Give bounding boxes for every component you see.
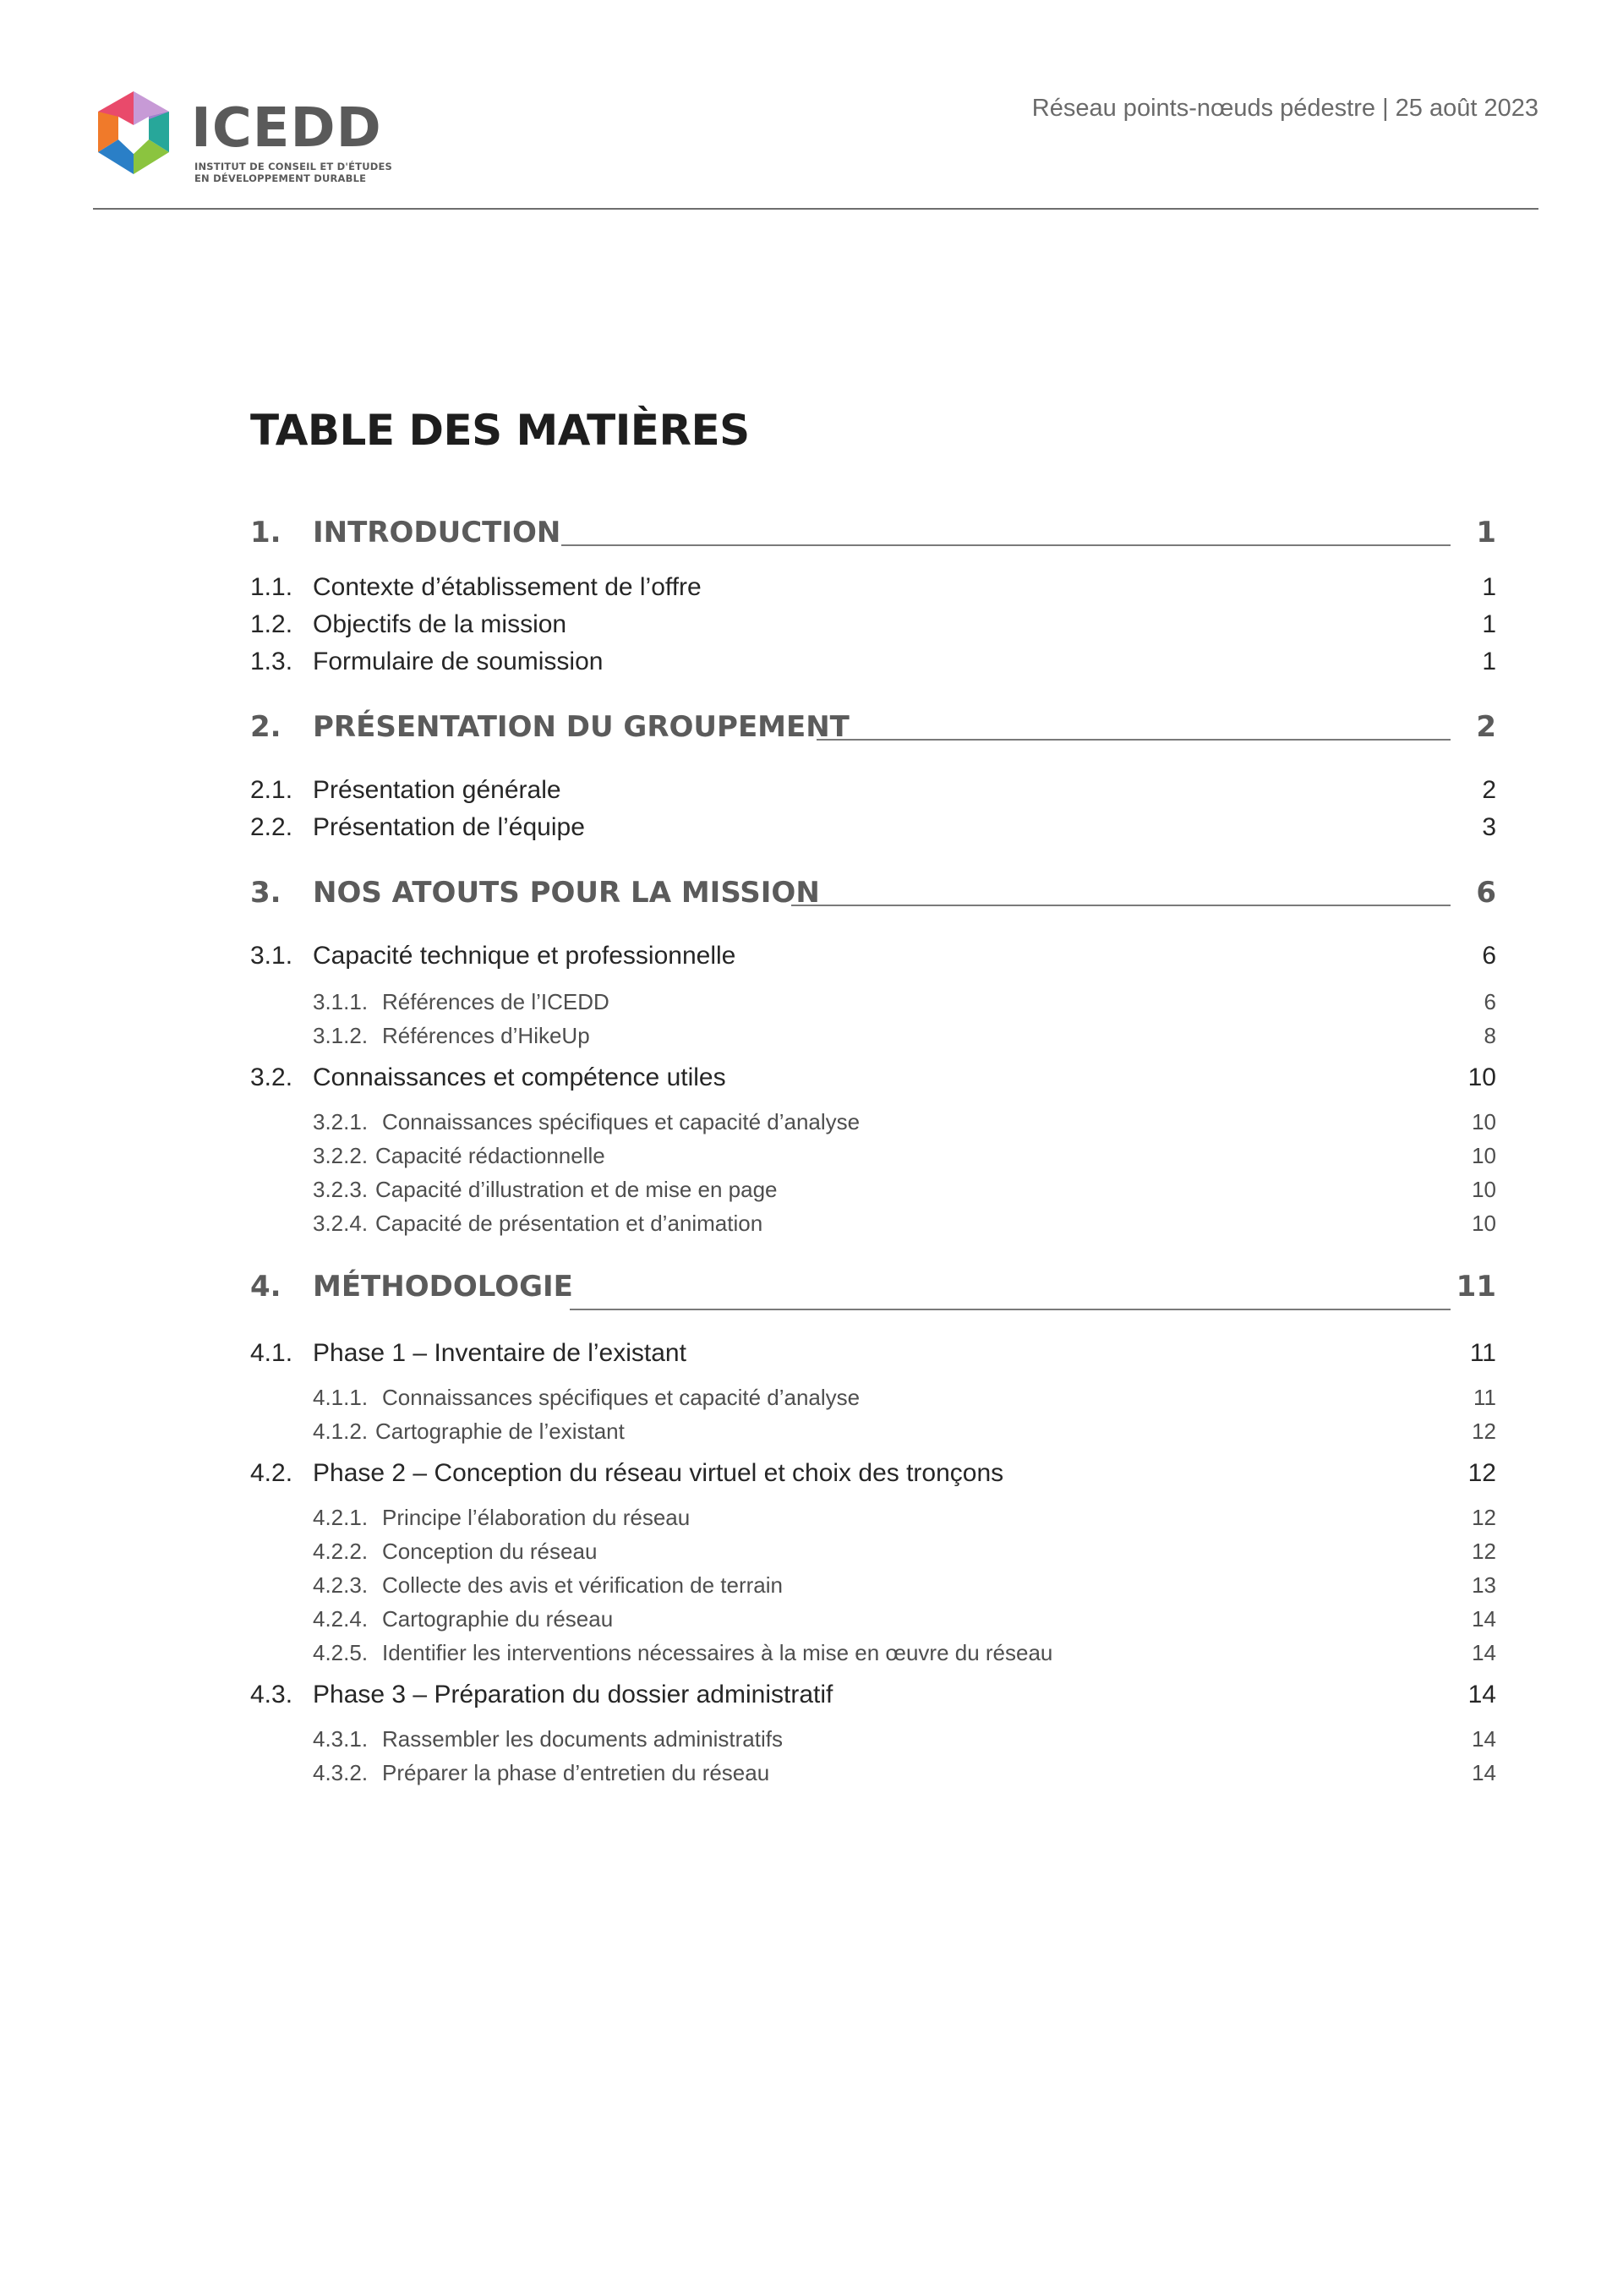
toc-entry-number: 1.	[250, 516, 281, 549]
toc-leader-line	[791, 905, 1451, 906]
toc-subsubsection-row[interactable]	[250, 1205, 1496, 1243]
toc-entry-number: 3.1.1.	[313, 989, 369, 1014]
toc-subsubsection-row[interactable]	[250, 1533, 1496, 1571]
toc-entry-page-number: 1	[1482, 573, 1496, 601]
toc-section-row[interactable]	[250, 1270, 1496, 1307]
toc-entry-number: 1.3.	[250, 648, 293, 675]
toc-subsubsection-row[interactable]	[250, 1138, 1496, 1175]
toc-entry-page-number: 14	[1467, 1681, 1496, 1708]
toc-entry-page-number: 2	[1476, 710, 1496, 744]
toc-entry-label: Collecte des avis et vérification de terrain	[382, 1572, 784, 1598]
toc-entry-label: Objectifs de la mission	[313, 610, 567, 638]
toc-subsubsection-row[interactable]	[250, 1601, 1496, 1638]
toc-entry-label: Phase 2 – Conception du réseau virtuel et choix des tronçons	[313, 1459, 1004, 1487]
toc-entry-number: 4.1.1.	[313, 1385, 369, 1410]
toc-entry-page-number: 14	[1472, 1606, 1496, 1632]
toc-entry-number: 2.1.	[250, 776, 293, 804]
toc-entry-page-number: 6	[1482, 942, 1496, 970]
toc-subsection-row[interactable]	[250, 607, 1496, 644]
icedd-logo	[91, 91, 413, 193]
toc-entry-page-number: 10	[1472, 1177, 1496, 1202]
toc-subsubsection-row[interactable]	[250, 1635, 1496, 1672]
toc-entry-page-number: 10	[1472, 1143, 1496, 1168]
toc-entry-number: 4.	[250, 1270, 281, 1304]
toc-leader-line	[817, 739, 1451, 741]
toc-entry-page-number: 13	[1472, 1572, 1496, 1598]
toc-entry-page-number: 11	[1469, 1339, 1496, 1367]
toc-entry-label: Connaissances spécifiques et capacité d’analyse	[382, 1109, 861, 1134]
toc-entry-label: PRÉSENTATION DU GROUPEMENT	[313, 710, 850, 744]
logo-subtitle-line2: EN DÉVELOPPEMENT DURABLE	[194, 172, 367, 184]
toc-entry-page-number: 12	[1467, 1459, 1496, 1487]
toc-leader-line	[561, 544, 1451, 546]
toc-entry-label: Références d’HikeUp	[382, 1023, 590, 1048]
toc-entry-page-number: 11	[1456, 1270, 1496, 1304]
toc-entry-label: Connaissances spécifiques et capacité d’analyse	[382, 1385, 861, 1410]
toc-entry-page-number: 12	[1472, 1419, 1496, 1444]
toc-entry-page-number: 14	[1472, 1760, 1496, 1785]
toc-subsubsection-row[interactable]	[250, 1018, 1496, 1055]
toc-subsubsection-row[interactable]	[250, 1172, 1496, 1209]
toc-subsubsection-row[interactable]	[250, 1567, 1496, 1604]
toc-entry-page-number: 12	[1472, 1539, 1496, 1564]
toc-entry-page-number: 3	[1482, 813, 1496, 841]
toc-entry-number: 2.	[250, 710, 281, 744]
toc-entry-page-number: 1	[1482, 648, 1496, 675]
toc-subsubsection-row[interactable]	[250, 1721, 1496, 1758]
toc-entry-number: 3.	[250, 876, 281, 910]
toc-entry-number: 4.1.	[250, 1339, 293, 1367]
toc-entry-label: Capacité technique et professionnelle	[313, 942, 736, 970]
hexagon-logo-icon	[91, 91, 176, 188]
logo-subtitle-line1: INSTITUT DE CONSEIL ET D'ÉTUDES	[194, 161, 393, 172]
toc-entry-number: 4.3.	[250, 1681, 293, 1708]
toc-entry-label: Capacité d’illustration et de mise en page	[375, 1177, 778, 1202]
toc-entry-number: 4.2.2.	[313, 1539, 369, 1564]
toc-entry-number: 3.2.2.	[313, 1143, 369, 1168]
toc-section-row[interactable]	[250, 876, 1496, 913]
toc-entry-page-number: 10	[1472, 1211, 1496, 1236]
toc-entry-number: 4.2.	[250, 1459, 293, 1487]
toc-entry-number: 2.2.	[250, 813, 293, 841]
toc-entry-page-number: 10	[1467, 1063, 1496, 1091]
toc-entry-label: Cartographie du réseau	[382, 1606, 614, 1632]
toc-entry-page-number: 1	[1476, 516, 1496, 549]
toc-subsubsection-row[interactable]	[250, 1104, 1496, 1141]
toc-subsubsection-row[interactable]	[250, 1413, 1496, 1451]
toc-entry-number: 1.1.	[250, 573, 293, 601]
toc-entry-number: 4.2.3.	[313, 1572, 369, 1598]
toc-entry-number: 1.2.	[250, 610, 293, 638]
toc-entry-label: Capacité rédactionnelle	[375, 1143, 605, 1168]
toc-entry-label: Cartographie de l’existant	[375, 1419, 625, 1444]
toc-subsection-row[interactable]	[250, 938, 1496, 976]
toc-entry-number: 3.2.	[250, 1063, 293, 1091]
toc-entry-label: Rassembler les documents administratifs	[382, 1726, 783, 1752]
toc-entry-label: Formulaire de soumission	[313, 648, 604, 675]
toc-title: TABLE DES MATIÈRES	[250, 406, 750, 455]
toc-entry-page-number: 14	[1472, 1640, 1496, 1665]
toc-entry-label: Références de l’ICEDD	[382, 989, 609, 1014]
toc-subsubsection-row[interactable]	[250, 984, 1496, 1021]
toc-entry-label: Connaissances et compétence utiles	[313, 1063, 726, 1091]
toc-entry-page-number: 8	[1484, 1023, 1496, 1048]
toc-entry-label: Contexte d’établissement de l’offre	[313, 573, 702, 601]
toc-subsection-row[interactable]	[250, 773, 1496, 810]
toc-entry-page-number: 2	[1482, 776, 1496, 804]
toc-entry-number: 4.3.2.	[313, 1760, 369, 1785]
toc-subsubsection-row[interactable]	[250, 1380, 1496, 1417]
toc-subsection-row[interactable]	[250, 1060, 1496, 1097]
toc-leader-line	[570, 1309, 1451, 1310]
toc-entry-number: 3.2.1.	[313, 1109, 369, 1134]
toc-entry-number: 4.2.1.	[313, 1505, 369, 1530]
toc-entry-label: Capacité de présentation et d’animation	[375, 1211, 763, 1236]
toc-subsection-row[interactable]	[250, 810, 1496, 847]
toc-subsection-row[interactable]	[250, 644, 1496, 681]
toc-entry-label: NOS ATOUTS POUR LA MISSION	[313, 876, 820, 910]
toc-entry-label: Phase 1 – Inventaire de l’existant	[313, 1339, 686, 1367]
toc-entry-label: INTRODUCTION	[313, 516, 561, 549]
toc-entry-number: 3.2.4.	[313, 1211, 369, 1236]
toc-entry-label: Phase 3 – Préparation du dossier administratif	[313, 1681, 833, 1708]
toc-section-row[interactable]	[250, 710, 1496, 747]
toc-entry-label: Principe l’élaboration du réseau	[382, 1505, 691, 1530]
toc-entry-label: Présentation générale	[313, 776, 561, 804]
toc-entry-number: 3.1.2.	[313, 1023, 369, 1048]
toc-entry-page-number: 11	[1473, 1385, 1496, 1410]
toc-entry-number: 3.1.	[250, 942, 293, 970]
document-info: Réseau points-nœuds pédestre | 25 août 2023	[1031, 95, 1538, 122]
toc-entry-label: Conception du réseau	[382, 1539, 598, 1564]
toc-entry-number: 4.3.1.	[313, 1726, 369, 1752]
toc-subsubsection-row[interactable]	[250, 1500, 1496, 1537]
toc-entry-page-number: 6	[1476, 876, 1496, 910]
toc-entry-page-number: 12	[1472, 1505, 1496, 1530]
toc-entry-label: MÉTHODOLOGIE	[313, 1270, 573, 1304]
toc-entry-label: Présentation de l’équipe	[313, 813, 585, 841]
toc-subsubsection-row[interactable]	[250, 1755, 1496, 1792]
toc-subsection-row[interactable]	[250, 570, 1496, 607]
toc-subsection-row[interactable]	[250, 1677, 1496, 1714]
toc-entry-label: Préparer la phase d’entretien du réseau	[382, 1760, 770, 1785]
toc-entry-page-number: 1	[1482, 610, 1496, 638]
logo-wordmark: ICEDD	[191, 97, 382, 160]
toc-entry-page-number: 14	[1472, 1726, 1496, 1752]
toc-entry-page-number: 10	[1472, 1109, 1496, 1134]
toc-entry-number: 3.2.3.	[313, 1177, 369, 1202]
toc-entry-page-number: 6	[1484, 989, 1496, 1014]
toc-entry-number: 4.1.2.	[313, 1419, 369, 1444]
toc-entry-label: Identifier les interventions nécessaires à la mise en œuvre du réseau	[382, 1640, 1053, 1665]
toc-subsection-row[interactable]	[250, 1336, 1496, 1373]
toc-section-row[interactable]	[250, 516, 1496, 553]
header-divider	[93, 208, 1538, 210]
toc-entry-number: 4.2.5.	[313, 1640, 369, 1665]
toc-subsection-row[interactable]	[250, 1456, 1496, 1493]
toc-entry-number: 4.2.4.	[313, 1606, 369, 1632]
